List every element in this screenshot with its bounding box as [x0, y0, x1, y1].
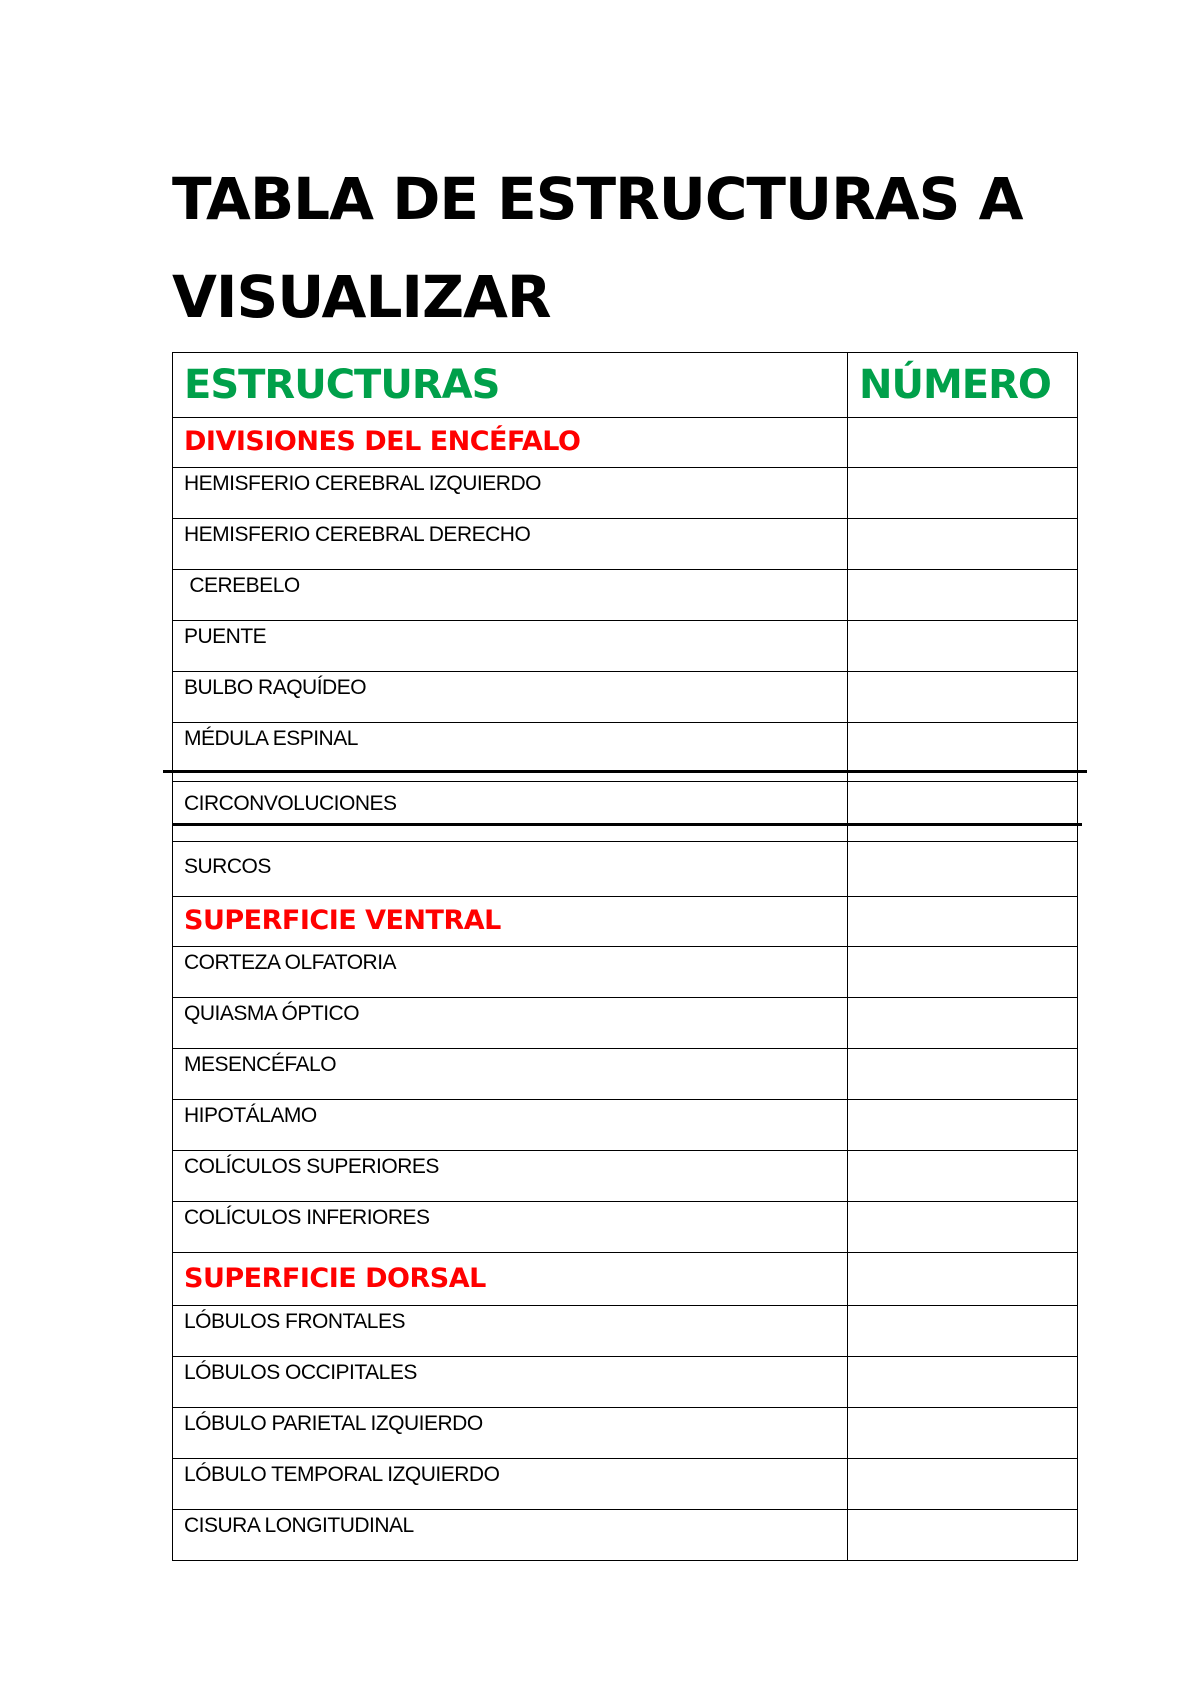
table-row: [173, 468, 1078, 519]
number-cell[interactable]: [848, 1151, 1078, 1202]
number-cell[interactable]: [848, 1357, 1078, 1408]
table-row: [173, 782, 1078, 842]
table-row: [173, 1459, 1078, 1510]
table-row: [173, 519, 1078, 570]
structure-name: HEMISFERIO CEREBRAL DERECHO: [173, 519, 848, 570]
divider-line: [163, 770, 1087, 773]
structures-table: [172, 352, 1078, 1561]
table-row: [173, 1510, 1078, 1561]
table-row: [173, 672, 1078, 723]
table-row: [173, 842, 1078, 897]
structure-name: LÓBULO TEMPORAL IZQUIERDO: [173, 1459, 848, 1510]
structure-name: COLÍCULOS INFERIORES: [173, 1202, 848, 1253]
number-cell[interactable]: [848, 1253, 1078, 1306]
table-header-row: [173, 353, 1078, 418]
structure-name: HEMISFERIO CEREBRAL IZQUIERDO: [173, 468, 848, 519]
number-cell[interactable]: [848, 947, 1078, 998]
section-heading: SUPERFICIE VENTRAL: [173, 897, 848, 947]
number-cell[interactable]: [848, 570, 1078, 621]
table-row: [173, 621, 1078, 672]
structure-name: PUENTE: [173, 621, 848, 672]
divider-line: [962, 824, 1032, 826]
number-cell[interactable]: [848, 998, 1078, 1049]
table-row: [173, 998, 1078, 1049]
divider-line: [172, 823, 1082, 826]
number-cell[interactable]: [848, 1306, 1078, 1357]
structure-name: CIRCONVOLUCIONES: [173, 782, 848, 842]
section-heading: DIVISIONES DEL ENCÉFALO: [173, 418, 848, 468]
table-row: [173, 1100, 1078, 1151]
section-row: [173, 897, 1078, 947]
number-cell[interactable]: [848, 842, 1078, 897]
column-header-structures: ESTRUCTURAS: [173, 353, 848, 418]
column-header-number: NÚMERO: [848, 353, 1078, 418]
structure-name: CEREBELO: [173, 570, 848, 621]
number-cell[interactable]: [848, 1202, 1078, 1253]
section-row: [173, 418, 1078, 468]
number-cell[interactable]: [848, 1408, 1078, 1459]
table-row: [173, 1202, 1078, 1253]
number-cell[interactable]: [848, 1100, 1078, 1151]
structure-name: CORTEZA OLFATORIA: [173, 947, 848, 998]
table-row: [173, 570, 1078, 621]
number-cell[interactable]: [848, 519, 1078, 570]
structure-name: CISURA LONGITUDINAL: [173, 1510, 848, 1561]
number-cell[interactable]: [848, 1049, 1078, 1100]
section-row: [173, 1253, 1078, 1306]
number-cell[interactable]: [848, 418, 1078, 468]
structure-name: SURCOS: [173, 842, 848, 897]
table-row: [173, 1151, 1078, 1202]
structure-name: HIPOTÁLAMO: [173, 1100, 848, 1151]
table-row: [173, 947, 1078, 998]
number-cell[interactable]: [848, 621, 1078, 672]
structure-name: BULBO RAQUÍDEO: [173, 672, 848, 723]
table-row: [173, 1049, 1078, 1100]
table-row: [173, 1306, 1078, 1357]
structure-name: LÓBULOS OCCIPITALES: [173, 1357, 848, 1408]
structure-name: MÉDULA ESPINAL: [173, 723, 848, 782]
number-cell[interactable]: [848, 782, 1078, 842]
number-cell[interactable]: [848, 1459, 1078, 1510]
structure-name: QUIASMA ÓPTICO: [173, 998, 848, 1049]
number-cell[interactable]: [848, 672, 1078, 723]
number-cell[interactable]: [848, 1510, 1078, 1561]
table-row: [173, 1408, 1078, 1459]
section-heading: SUPERFICIE DORSAL: [173, 1253, 848, 1306]
structure-name: COLÍCULOS SUPERIORES: [173, 1151, 848, 1202]
page-title: TABLA DE ESTRUCTURAS A VISUALIZAR: [172, 165, 1023, 331]
structure-name: LÓBULO PARIETAL IZQUIERDO: [173, 1408, 848, 1459]
structure-name: MESENCÉFALO: [173, 1049, 848, 1100]
structure-name: LÓBULOS FRONTALES: [173, 1306, 848, 1357]
number-cell[interactable]: [848, 468, 1078, 519]
number-cell[interactable]: [848, 897, 1078, 947]
table-row: [173, 1357, 1078, 1408]
